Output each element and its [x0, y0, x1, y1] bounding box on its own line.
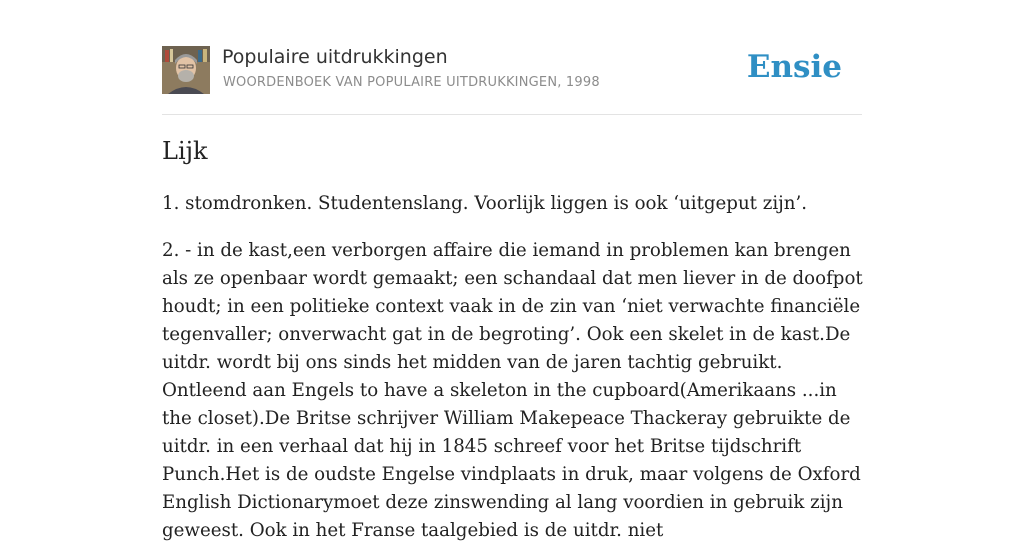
ensie-logo[interactable]: Ensie: [746, 49, 842, 85]
definition-2: 2. - in de kast,een verborgen affaire die iemand in problemen kan brengen als ze openbaar wordt gemaakt; een schandaal dat men liever in de doofpot houdt; in een politieke context vaak in de zin van ‘niet verwachte financiële tegenvaller; onverwacht gat in de begroting’. Ook een skelet in de kast.De uitdr. wordt bij ons sinds het midden van de jaren tachtig gebruikt. Ontleend aan Engels to have a skeleton in the cupboard(Amerikaans ...in the closet).De Britse schrijver William Makepeace Thackeray gebruikte de uitdr. in een verhaal dat hij in 1845 schreef voor het Britse tijdschrift Punch.Het is de oudste Engelse vindplaats in druk, maar volgens de Oxford English Dictionarymoet deze zinswending al lang voordien in gebruik zijn geweest. Ook in het Franse taalgebied is de uitdr. niet: [162, 240, 863, 541]
source-subtitle: WOORDENBOEK VAN POPULAIRE UITDRUKKINGEN, 1998: [223, 75, 600, 90]
source-header: [162, 46, 862, 115]
author-avatar[interactable]: [162, 46, 210, 94]
entry-title: Lijk: [162, 137, 208, 165]
definition-1: 1. stomdronken. Studentenslang. Voorlijk liggen is ook ‘uitgeput zijn’.: [162, 193, 808, 214]
source-title[interactable]: Populaire uitdrukkingen: [222, 46, 448, 68]
author-portrait-icon: [162, 46, 210, 94]
